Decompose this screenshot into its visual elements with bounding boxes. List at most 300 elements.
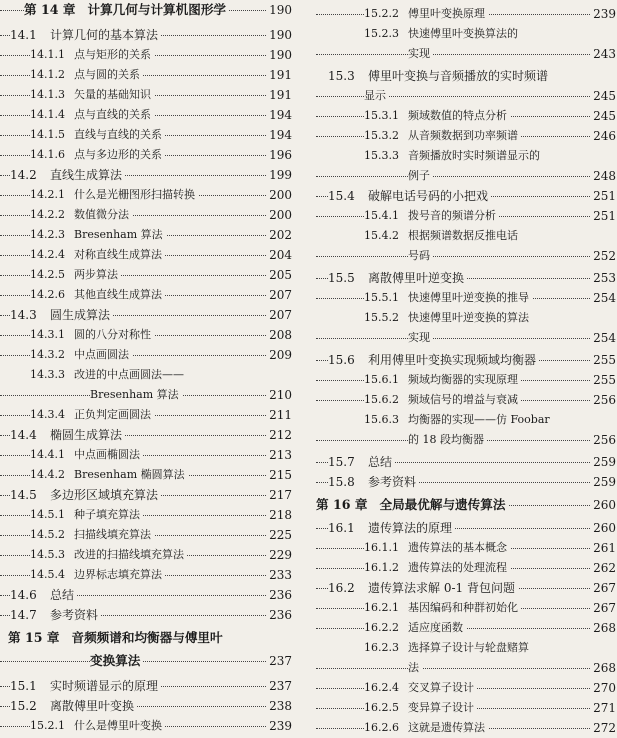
toc-entry-page: 239 <box>267 716 292 736</box>
toc-entry-page: 210 <box>267 385 292 405</box>
toc-entry[interactable] <box>316 166 616 186</box>
dot-leader <box>316 96 616 97</box>
toc-entry-number: 14.2.3 <box>30 228 65 241</box>
toc-entry-number: 14.1.1 <box>30 48 65 61</box>
toc-entry[interactable] <box>316 44 616 64</box>
toc-entry[interactable] <box>0 405 292 425</box>
toc-entry-text <box>30 205 132 225</box>
toc-entry-title: 中点画圆法 <box>74 348 129 361</box>
toc-entry-page: 215 <box>267 465 292 485</box>
toc-entry-number: 16.1.1 <box>364 541 399 554</box>
toc-entry-title: 遗传算法求解 0-1 背包问题 <box>368 581 515 595</box>
toc-entry-title: 改进的扫描线填充算法 <box>74 548 184 561</box>
toc-entry-title: 点与圆的关系 <box>74 68 140 81</box>
toc-entry-page: 270 <box>591 678 616 698</box>
toc-entry[interactable] <box>0 505 292 525</box>
toc-entry[interactable] <box>316 328 616 348</box>
toc-entry-title: 傅里叶变换原理 <box>408 7 485 20</box>
toc-entry-page: 251 <box>591 186 616 206</box>
toc-entry-number: 14.1.3 <box>30 88 65 101</box>
toc-entry-title: 什么是光栅图形扫描转换 <box>74 188 195 201</box>
toc-entry-number: 14.1.4 <box>30 108 65 121</box>
toc-entry[interactable] <box>316 106 616 126</box>
toc-entry[interactable] <box>0 605 292 625</box>
toc-entry[interactable] <box>316 206 616 226</box>
toc-entry-title: 变换算法 <box>90 653 141 668</box>
toc-entry-text <box>408 658 422 678</box>
toc-entry-text <box>10 696 137 716</box>
toc-entry-title: 频域均衡器的实现原理 <box>408 373 518 386</box>
toc-entry-text <box>30 225 166 245</box>
toc-entry-page: 239 <box>591 4 616 24</box>
toc-entry[interactable] <box>0 305 292 325</box>
toc-entry-page: 256 <box>591 430 616 450</box>
toc-entry[interactable] <box>316 226 616 246</box>
toc-entry-number: 14.7 <box>10 608 37 622</box>
toc-entry[interactable] <box>0 165 292 185</box>
toc-entry-number: 第 14 章 <box>24 2 76 17</box>
toc-entry-text <box>408 430 487 450</box>
toc-entry-page: 190 <box>267 45 292 65</box>
toc-entry-number: 14.3 <box>10 308 37 322</box>
toc-entry-page: 204 <box>267 245 292 265</box>
toc-entry[interactable] <box>0 145 292 165</box>
toc-entry-title: 例子 <box>408 169 430 182</box>
toc-entry[interactable] <box>316 430 616 450</box>
toc-entry-title: 遗传算法的原理 <box>368 521 453 535</box>
toc-entry-title: 扫描线填充算法 <box>74 528 151 541</box>
toc-entry-number: 14.2.5 <box>30 268 65 281</box>
toc-entry[interactable] <box>0 716 292 736</box>
toc-entry-page: 207 <box>267 305 292 325</box>
toc-entry-page: 229 <box>267 545 292 565</box>
toc-entry[interactable] <box>0 325 292 345</box>
toc-entry-text <box>328 472 419 492</box>
toc-entry-number: 14.5.4 <box>30 568 65 581</box>
toc-entry-text <box>364 638 532 658</box>
toc-entry[interactable] <box>316 350 616 370</box>
toc-entry-text <box>30 145 165 165</box>
toc-entry-number: 16.2.3 <box>364 641 399 654</box>
toc-entry-page: 267 <box>591 598 616 618</box>
toc-entry[interactable] <box>316 718 616 738</box>
toc-entry-title: 显示 <box>364 89 386 102</box>
toc-entry-number: 14.2.1 <box>30 188 65 201</box>
toc-entry[interactable] <box>316 86 616 106</box>
toc-entry-title: 均衡器的实现——仿 Foobar <box>408 413 550 426</box>
toc-entry-page: 245 <box>591 106 616 126</box>
toc-entry[interactable] <box>316 146 616 166</box>
toc-entry-page: 255 <box>591 370 616 390</box>
toc-entry-page: 267 <box>591 578 616 598</box>
toc-entry-number: 14.1.5 <box>30 128 65 141</box>
toc-entry[interactable] <box>0 445 292 465</box>
toc-entry-text <box>408 328 433 348</box>
toc-entry-page: 253 <box>591 268 616 288</box>
toc-entry[interactable] <box>316 618 616 638</box>
toc-entry-title: 圆的八分对称性 <box>74 328 151 341</box>
toc-entry-text <box>364 390 521 410</box>
toc-entry-title: 圆生成算法 <box>50 308 111 322</box>
toc-entry-title: 多边形区域填充算法 <box>50 488 159 502</box>
toc-entry-text <box>364 4 488 24</box>
toc-entry-text <box>30 185 198 205</box>
toc-entry[interactable] <box>0 65 292 85</box>
toc-entry-number: 14.5.3 <box>30 548 65 561</box>
toc-entry-title: 遗传算法的处理流程 <box>408 561 507 574</box>
toc-entry-title: Bresenham 算法 <box>74 228 163 241</box>
toc-entry-text <box>408 246 433 266</box>
toc-entry[interactable] <box>316 246 616 266</box>
toc-entry-number: 14.3.1 <box>30 328 65 341</box>
toc-entry-title: 遗传算法的基本概念 <box>408 541 507 554</box>
toc-entry-text <box>364 126 521 146</box>
toc-entry-page: 190 <box>267 0 292 20</box>
toc-entry[interactable] <box>0 676 292 696</box>
toc-entry-title: 改进的中点画圆法—— <box>74 368 184 381</box>
toc-entry-page: 238 <box>267 696 292 716</box>
toc-entry[interactable] <box>0 485 292 505</box>
toc-entry-title: 傅里叶变换与音频播放的实时频谱 <box>368 69 549 83</box>
toc-entry-number: 14.4 <box>10 428 37 442</box>
toc-entry-number: 14.3.4 <box>30 408 65 421</box>
toc-entry-text <box>10 605 101 625</box>
toc-entry-page: 218 <box>267 505 292 525</box>
toc-entry-page: 236 <box>267 585 292 605</box>
toc-entry-number: 16.2.4 <box>364 681 399 694</box>
toc-entry-title: 数值微分法 <box>74 208 129 221</box>
toc-entry-text <box>10 676 161 696</box>
toc-entry-text <box>364 598 521 618</box>
toc-entry-number: 15.5.2 <box>364 311 399 324</box>
toc-entry[interactable] <box>316 598 616 618</box>
toc-entry-number: 15.4.1 <box>364 209 399 222</box>
toc-entry-number: 16.2.1 <box>364 601 399 614</box>
toc-entry-text <box>364 370 521 390</box>
toc-entry-page: 259 <box>591 472 616 492</box>
toc-entry-text <box>30 325 154 345</box>
toc-entry-title: 全局最优解与遗传算法 <box>379 497 506 512</box>
toc-entry[interactable] <box>0 245 292 265</box>
toc-entry-title: 实时频谱显示的原理 <box>50 679 159 693</box>
dot-leader <box>0 661 292 662</box>
toc-entry-page: 248 <box>591 166 616 186</box>
toc-entry-text <box>10 485 161 505</box>
toc-entry-title: 离散傅里叶变换 <box>50 699 135 713</box>
toc-entry-number: 14.2.4 <box>30 248 65 261</box>
toc-entry-page: 237 <box>267 651 292 671</box>
toc-entry-text <box>10 305 113 325</box>
toc-entry[interactable] <box>0 185 292 205</box>
toc-entry-number: 14.2 <box>10 168 37 182</box>
toc-entry-title: 其他直线生成算法 <box>74 288 162 301</box>
toc-entry-number: 15.5 <box>328 271 355 285</box>
toc-entry-text <box>30 245 165 265</box>
toc-entry-text <box>10 165 125 185</box>
toc-entry-page: 217 <box>267 485 292 505</box>
toc-entry[interactable] <box>0 545 292 565</box>
toc-entry-page: 191 <box>267 85 292 105</box>
toc-entry-text <box>30 405 154 425</box>
toc-entry-title: Bresenham 椭圆算法 <box>74 468 185 481</box>
toc-entry[interactable] <box>0 525 292 545</box>
toc-entry-page: 256 <box>591 390 616 410</box>
toc-entry-title: 频域数值的特点分析 <box>408 109 507 122</box>
toc-entry-text <box>30 545 187 565</box>
toc-entry-text <box>30 45 154 65</box>
toc-entry-text <box>408 44 433 64</box>
dot-leader <box>316 338 616 339</box>
toc-entry-text <box>364 226 521 246</box>
toc-entry[interactable] <box>0 25 292 45</box>
toc-entry[interactable] <box>316 24 616 44</box>
toc-entry-number: 15.4.2 <box>364 229 399 242</box>
toc-entry-title: 中点画椭圆法 <box>74 448 140 461</box>
toc-entry-number: 14.2.6 <box>30 288 65 301</box>
toc-entry[interactable] <box>316 126 616 146</box>
dot-leader <box>316 54 616 55</box>
toc-entry[interactable] <box>316 390 616 410</box>
toc-entry[interactable] <box>0 125 292 145</box>
toc-entry-page: 200 <box>267 205 292 225</box>
toc-entry-title: 椭圆生成算法 <box>50 428 123 442</box>
toc-entry-title: 音频频谱和均衡器与傅里叶 <box>71 630 223 645</box>
toc-entry[interactable] <box>0 628 292 648</box>
toc-entry[interactable] <box>0 225 292 245</box>
toc-entry-page: 237 <box>267 676 292 696</box>
toc-entry-page: 251 <box>591 206 616 226</box>
toc-entry-title: 总结 <box>50 588 75 602</box>
toc-entry-text <box>364 146 543 166</box>
toc-entry-number: 14.1 <box>10 28 37 42</box>
toc-entry-page: 236 <box>267 605 292 625</box>
toc-entry-page: 245 <box>591 86 616 106</box>
toc-entry-title: 号码 <box>408 249 430 262</box>
toc-entry-number: 15.8 <box>328 475 355 489</box>
toc-entry-number: 14.5.1 <box>30 508 65 521</box>
toc-entry-page: 271 <box>591 698 616 718</box>
toc-entry-page: 202 <box>267 225 292 245</box>
toc-entry-page: 261 <box>591 538 616 558</box>
toc-entry-title: 计算几何的基本算法 <box>50 28 159 42</box>
toc-entry[interactable] <box>0 585 292 605</box>
toc-entry-title: 适应度函数 <box>408 621 463 634</box>
toc-entry[interactable] <box>316 4 616 24</box>
toc-entry[interactable] <box>0 285 292 305</box>
toc-entry-text <box>364 558 510 578</box>
toc-entry-number: 15.2.2 <box>364 7 399 20</box>
toc-entry[interactable] <box>0 0 292 20</box>
toc-entry-number: 第 16 章 <box>316 497 368 512</box>
toc-entry-page: 259 <box>591 452 616 472</box>
toc-entry[interactable] <box>316 578 616 598</box>
toc-entry[interactable] <box>316 518 616 538</box>
toc-entry-text <box>10 585 77 605</box>
toc-entry-page: 205 <box>267 265 292 285</box>
toc-entry-title: 快速傅里叶逆变换的算法 <box>408 311 529 324</box>
toc-entry-text <box>328 66 551 86</box>
toc-entry-text <box>30 505 143 525</box>
toc-entry-page: 260 <box>591 495 616 515</box>
toc-entry-text <box>30 85 154 105</box>
toc-entry-page: 207 <box>267 285 292 305</box>
toc-entry-number: 14.1.6 <box>30 148 65 161</box>
toc-entry-title: 选择算子设计与轮盘赌算 <box>408 641 529 654</box>
toc-entry-text <box>30 105 154 125</box>
toc-entry-number: 15.6.1 <box>364 373 399 386</box>
toc-entry-title: 点与矩形的关系 <box>74 48 151 61</box>
toc-entry[interactable] <box>316 452 616 472</box>
toc-entry-page: 200 <box>267 185 292 205</box>
toc-entry-number: 15.2.1 <box>30 719 65 732</box>
toc-entry[interactable] <box>0 205 292 225</box>
toc-entry-title: 音频播放时实时频谱显示的 <box>408 149 540 162</box>
toc-entry-text <box>10 425 125 445</box>
toc-entry-text <box>328 268 467 288</box>
toc-entry-number: 15.2 <box>10 699 37 713</box>
toc-entry[interactable] <box>0 385 292 405</box>
toc-entry[interactable] <box>0 565 292 585</box>
toc-entry-title: 参考资料 <box>50 608 99 622</box>
toc-entry-title: 交叉算子设计 <box>408 681 474 694</box>
toc-entry-number: 16.2.6 <box>364 721 399 734</box>
toc-entry-number: 14.5.2 <box>30 528 65 541</box>
toc-entry-text <box>30 565 165 585</box>
toc-entry-title: 的 18 段均衡器 <box>408 433 484 446</box>
toc-entry-page: 208 <box>267 325 292 345</box>
toc-entry[interactable] <box>316 495 616 515</box>
toc-entry-title: 参考资料 <box>368 475 417 489</box>
toc-entry[interactable] <box>316 472 616 492</box>
toc-entry-number: 14.4.2 <box>30 468 65 481</box>
toc-entry-title: 总结 <box>368 455 393 469</box>
toc-entry-title: 边界标志填充算法 <box>74 568 162 581</box>
toc-entry-text <box>90 385 182 405</box>
toc-entry-title: 种子填充算法 <box>74 508 140 521</box>
toc-entry[interactable] <box>316 308 616 328</box>
toc-entry-text <box>364 718 488 738</box>
toc-entry-number: 15.3 <box>328 69 355 83</box>
toc-entry-page: 196 <box>267 145 292 165</box>
toc-entry-number: 14.4.1 <box>30 448 65 461</box>
toc-entry-page: 233 <box>267 565 292 585</box>
toc-entry-title: 离散傅里叶逆变换 <box>368 271 465 285</box>
dot-leader <box>316 628 616 629</box>
toc-entry[interactable] <box>0 465 292 485</box>
toc-entry[interactable] <box>316 370 616 390</box>
toc-entry[interactable] <box>316 678 616 698</box>
toc-entry[interactable] <box>316 186 616 206</box>
toc-entry-text <box>10 25 161 45</box>
toc-entry[interactable] <box>0 651 292 671</box>
toc-entry-title: 点与直线的关系 <box>74 108 151 121</box>
toc-entry-text <box>24 0 229 20</box>
toc-entry-number: 15.3.2 <box>364 129 399 142</box>
toc-entry[interactable] <box>0 425 292 445</box>
toc-entry-title: 破解电话号码的小把戏 <box>368 189 489 203</box>
toc-entry-title: 根据频谱数据反推电话 <box>408 229 518 242</box>
toc-entry-title: 这就是遗传算法 <box>408 721 485 734</box>
toc-entry-text <box>364 678 477 698</box>
toc-entry[interactable] <box>0 265 292 285</box>
toc-entry-title: 正负判定画圆法 <box>74 408 151 421</box>
toc-entry-number: 16.1 <box>328 521 355 535</box>
toc-entry-page: 262 <box>591 558 616 578</box>
toc-entry-number: 第 15 章 <box>8 630 60 645</box>
toc-entry[interactable] <box>316 538 616 558</box>
toc-entry-text <box>364 308 532 328</box>
toc-entry[interactable] <box>316 638 616 658</box>
toc-entry-text <box>328 350 539 370</box>
toc-entry-title: 频域信号的增益与衰减 <box>408 393 518 406</box>
toc-entry[interactable] <box>316 268 616 288</box>
toc-entry-page: 272 <box>591 718 616 738</box>
toc-entry[interactable] <box>316 288 616 308</box>
dot-leader <box>316 668 616 669</box>
toc-entry-title: 直线与直线的关系 <box>74 128 162 141</box>
toc-entry-title: 快速傅里叶逆变换的推导 <box>408 291 529 304</box>
toc-entry-text <box>408 166 433 186</box>
toc-entry[interactable] <box>316 698 616 718</box>
toc-entry-number: 15.6.2 <box>364 393 399 406</box>
toc-entry-number: 15.3.1 <box>364 109 399 122</box>
toc-entry-title: 基因编码和种群初始化 <box>408 601 518 614</box>
toc-entry-text <box>328 452 395 472</box>
toc-entry-title: 变异算子设计 <box>408 701 474 714</box>
toc-entry-title: 法 <box>408 661 419 674</box>
toc-entry-number: 15.5.1 <box>364 291 399 304</box>
toc-entry-title: 两步算法 <box>74 268 118 281</box>
toc-entry-number: 16.2.2 <box>364 621 399 634</box>
toc-entry-number: 14.1.2 <box>30 68 65 81</box>
toc-entry-text <box>316 495 508 515</box>
toc-entry-page: 252 <box>591 246 616 266</box>
toc-entry-text <box>328 578 518 598</box>
toc-entry-page: 194 <box>267 105 292 125</box>
toc-entry-text <box>30 125 165 145</box>
toc-entry-text <box>364 538 510 558</box>
toc-entry[interactable] <box>0 696 292 716</box>
toc-entry[interactable] <box>0 345 292 365</box>
toc-entry[interactable] <box>316 410 616 430</box>
toc-entry-title: 对称直线生成算法 <box>74 248 162 261</box>
toc-entry-page: 190 <box>267 25 292 45</box>
toc-entry-text <box>30 365 187 385</box>
toc-entry-text <box>364 206 499 226</box>
toc-entry-number: 15.3.3 <box>364 149 399 162</box>
toc-entry[interactable] <box>0 45 292 65</box>
toc-entry-page: 213 <box>267 445 292 465</box>
toc-entry[interactable] <box>0 85 292 105</box>
toc-entry-number: 14.5 <box>10 488 37 502</box>
toc-entry[interactable] <box>316 658 616 678</box>
toc-entry-page: 255 <box>591 350 616 370</box>
toc-entry-text <box>364 86 389 106</box>
toc-entry[interactable] <box>0 105 292 125</box>
toc-entry-page: 254 <box>591 328 616 348</box>
toc-entry-text <box>30 265 121 285</box>
toc-entry[interactable] <box>316 558 616 578</box>
toc-entry-text <box>30 445 143 465</box>
dot-leader <box>316 176 616 177</box>
toc-entry-number: 15.6 <box>328 353 355 367</box>
toc-entry[interactable] <box>0 365 292 385</box>
toc-entry[interactable] <box>316 66 616 86</box>
toc-entry-number: 15.6.3 <box>364 413 399 426</box>
toc-entry-page: 254 <box>591 288 616 308</box>
toc-entry-number: 15.7 <box>328 455 355 469</box>
dot-leader <box>316 256 616 257</box>
